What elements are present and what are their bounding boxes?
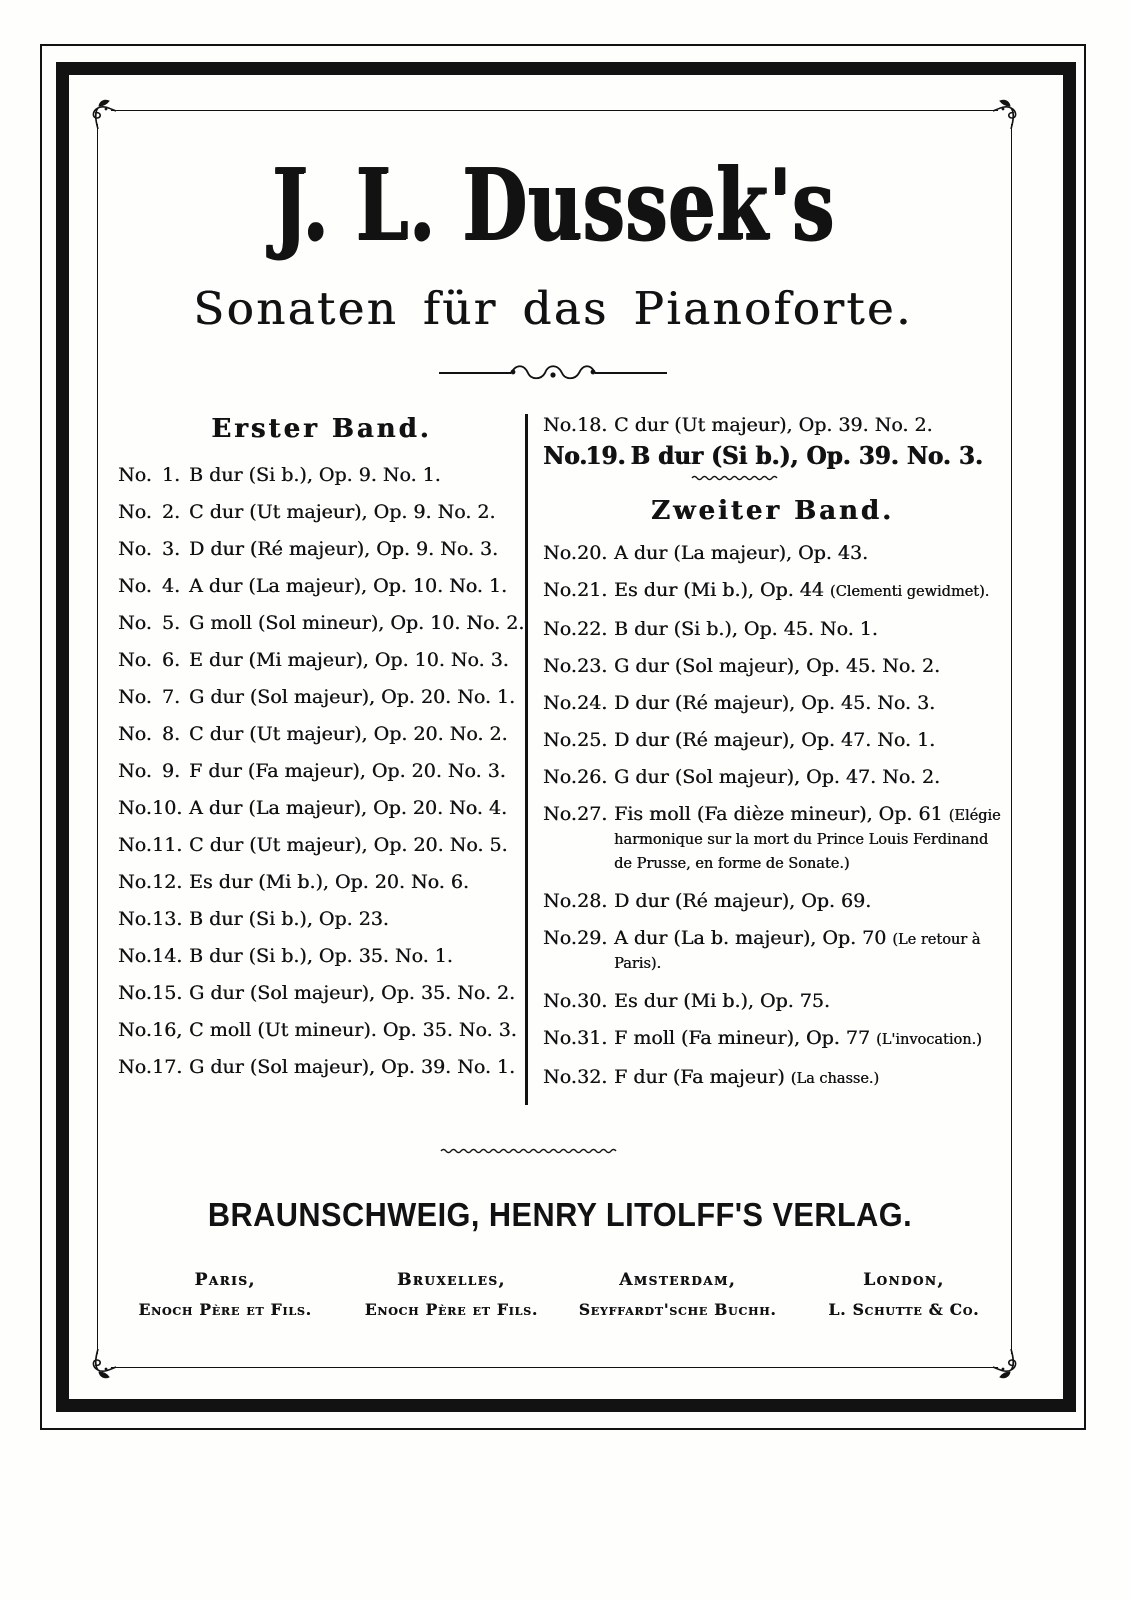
entry-no-label: No. <box>543 692 577 714</box>
scroll-divider-icon <box>437 362 669 384</box>
entry-number: 27. <box>577 803 608 825</box>
entry-number: 18. <box>577 414 608 436</box>
entry-number: 32. <box>577 1066 608 1088</box>
agent-amsterdam <box>565 1270 791 1319</box>
entry-no-label: No. <box>118 797 152 819</box>
entry-no-label: No. <box>543 579 577 601</box>
entry-annotation: (Le retour à Paris). <box>614 932 981 972</box>
wavy-divider-icon <box>440 1146 622 1156</box>
entry-no-label: No. <box>543 1066 577 1088</box>
agents-row <box>112 1270 1017 1319</box>
entry-no-label: No. <box>543 542 577 564</box>
entry-text: B dur (Si b.), Op. 23. <box>189 908 389 930</box>
entry-no-label: No. <box>118 871 152 893</box>
agent-city: Paris, <box>194 1270 256 1290</box>
entry-text: E dur (Mi majeur), Op. 10. No. 3. <box>189 649 509 671</box>
catalog-entry <box>543 890 1002 912</box>
entry-no-label: No. <box>118 575 152 597</box>
entry-number: 26. <box>577 766 608 788</box>
entry-text: A dur (La majeur), Op. 20. No. 4. <box>189 797 507 819</box>
entry-number: 9. <box>161 760 180 782</box>
catalog-entry <box>118 871 525 893</box>
catalog-entry <box>118 945 525 967</box>
agent-name: Seyffardt'sche Buchh. <box>578 1300 777 1319</box>
corner-flourish-icon <box>79 1348 117 1386</box>
entry-text: B dur (Si b.), Op. 39. No. 3. <box>630 441 983 470</box>
agent-name: Enoch Père et Fils. <box>364 1300 539 1319</box>
second-volume-column <box>525 414 1002 1105</box>
entry-no-label: No. <box>543 414 577 436</box>
entry-number: 31. <box>577 1027 608 1049</box>
entry-text: G dur (Sol majeur), Op. 39. No. 1. <box>189 1056 516 1078</box>
catalog-entry <box>543 927 1002 975</box>
entry-text: G dur (Sol majeur), Op. 47. No. 2. <box>614 766 941 788</box>
entry-no-label: No. <box>118 908 152 930</box>
catalog-entry <box>118 612 525 634</box>
entry-number: 21. <box>577 579 608 601</box>
entry-text: Es dur (Mi b.), Op. 44 (Clementi gewidmet). <box>614 579 990 601</box>
entry-number: 10. <box>152 797 183 819</box>
catalog-entry <box>543 579 1002 603</box>
agent-bruxelles <box>338 1270 564 1319</box>
catalog-entry <box>118 1019 525 1041</box>
entry-no-label: No. <box>118 834 152 856</box>
entry-no-label: No. <box>543 618 577 640</box>
corner-flourish-icon <box>79 92 117 130</box>
catalog-entry <box>543 1027 1002 1051</box>
entry-text: C dur (Ut majeur), Op. 20. No. 5. <box>189 834 508 856</box>
entry-number: 20. <box>577 542 608 564</box>
entry-text: A dur (La majeur), Op. 10. No. 1. <box>189 575 507 597</box>
entry-no-label: No. <box>543 441 588 470</box>
entry-no-label: No. <box>543 766 577 788</box>
entry-number: 13. <box>152 908 183 930</box>
entry-text: A dur (La majeur), Op. 43. <box>614 542 869 564</box>
catalog-entry <box>543 766 1002 788</box>
corner-flourish-icon <box>992 1348 1030 1386</box>
entry-number: 23. <box>577 655 608 677</box>
entry-number: 15. <box>152 982 183 1004</box>
entry-no-label: No. <box>543 890 577 912</box>
entry-text: B dur (Si b.), Op. 9. No. 1. <box>189 464 441 486</box>
entry-number: 16, <box>152 1019 183 1041</box>
entry-no-label: No. <box>118 760 152 782</box>
entry-annotation: (L'invocation.) <box>875 1032 982 1048</box>
entry-no-label: No. <box>118 538 152 560</box>
entry-text: A dur (La b. majeur), Op. 70 (Le retour à Paris). <box>614 927 981 972</box>
entry-no-label: No. <box>118 945 152 967</box>
entry-no-label: No. <box>118 464 152 486</box>
agent-city: Amsterdam, <box>619 1270 737 1290</box>
entry-text: G dur (Sol majeur), Op. 45. No. 2. <box>614 655 941 677</box>
second-volume-header: Zweiter Band. <box>650 496 895 526</box>
entry-text: B dur (Si b.), Op. 35. No. 1. <box>189 945 453 967</box>
catalog-entry <box>118 501 525 523</box>
entry-number: 2. <box>161 501 180 523</box>
entry-text: D dur (Ré majeur), Op. 45. No. 3. <box>614 692 936 714</box>
catalog-entry <box>543 990 1002 1012</box>
entry-text: F moll (Fa mineur), Op. 77 (L'invocation.) <box>614 1027 982 1049</box>
entry-no-label: No. <box>118 686 152 708</box>
entry-text: D dur (Ré majeur), Op. 69. <box>614 890 872 912</box>
entry-no-label: No. <box>543 729 577 751</box>
entry-text: F dur (Fa majeur), Op. 20. No. 3. <box>189 760 506 782</box>
entry-no-label: No. <box>118 723 152 745</box>
entry-number: 1. <box>161 464 180 486</box>
catalog-entry <box>543 618 1002 640</box>
catalog-entry <box>118 760 525 782</box>
agent-city: Bruxelles, <box>396 1270 506 1290</box>
catalog-entry <box>118 982 525 1004</box>
entry-text: C dur (Ut majeur), Op. 20. No. 2. <box>189 723 508 745</box>
entry-no-label: No. <box>543 655 577 677</box>
entry-number: 24. <box>577 692 608 714</box>
entry-text: D dur (Ré majeur), Op. 9. No. 3. <box>189 538 499 560</box>
catalog-entry <box>543 542 1002 564</box>
entry-no-label: No. <box>118 982 152 1004</box>
entry-text: F dur (Fa majeur) (La chasse.) <box>614 1066 880 1088</box>
entry-number: 29. <box>577 927 608 949</box>
entry-text: C moll (Ut mineur). Op. 35. No. 3. <box>189 1019 517 1041</box>
catalog-entry <box>118 797 525 819</box>
entry-text: Es dur (Mi b.), Op. 20. No. 6. <box>189 871 469 893</box>
volume-intro-list <box>543 414 1002 483</box>
agent-city: London, <box>863 1270 945 1290</box>
entry-number: 19. <box>585 441 626 470</box>
entry-number: 30. <box>577 990 608 1012</box>
catalog-entry <box>543 803 1002 875</box>
catalog-entry <box>118 908 525 930</box>
second-volume-list <box>543 542 1002 1090</box>
entry-no-label: No. <box>118 1056 152 1078</box>
catalog-entry <box>118 649 525 671</box>
corner-flourish-icon <box>992 92 1030 130</box>
agent-london <box>791 1270 1017 1319</box>
publisher-line: BRAUNSCHWEIG, HENRY LITOLFF'S VERLAG. <box>207 1196 913 1233</box>
entry-no-label: No. <box>118 649 152 671</box>
entry-text: C dur (Ut majeur), Op. 39. No. 2. <box>614 414 933 436</box>
catalog-entry <box>543 729 1002 751</box>
entry-text: G moll (Sol mineur), Op. 10. No. 2. <box>189 612 525 634</box>
page-subtitle: Sonaten für das Pianoforte. <box>193 282 913 335</box>
catalog-entry <box>543 1066 1002 1090</box>
agent-name: Enoch Père et Fils. <box>138 1300 312 1319</box>
catalog-entry <box>118 575 525 597</box>
entry-annotation: (La chasse.) <box>790 1071 880 1087</box>
entry-number: 3. <box>161 538 180 560</box>
first-volume-column <box>118 414 525 1105</box>
entry-no-label: No. <box>543 1027 577 1049</box>
catalog-entry <box>118 538 525 560</box>
entry-number: 6. <box>161 649 180 671</box>
entry-text: G dur (Sol majeur), Op. 20. No. 1. <box>189 686 516 708</box>
entry-number: 14. <box>152 945 183 967</box>
entry-no-label: No. <box>543 927 577 949</box>
entry-no-label: No. <box>118 1019 152 1041</box>
entry-number: 11. <box>152 834 183 856</box>
entry-number: 7. <box>161 686 180 708</box>
entry-no-label: No. <box>543 990 577 1012</box>
first-volume-header: Erster Band. <box>211 414 432 444</box>
first-volume-list <box>118 464 525 1078</box>
entry-number: 28. <box>577 890 608 912</box>
agent-paris <box>112 1270 338 1319</box>
entry-text: B dur (Si b.), Op. 45. No. 1. <box>614 618 878 640</box>
catalog-entry <box>543 692 1002 714</box>
entry-text: C dur (Ut majeur), Op. 9. No. 2. <box>189 501 496 523</box>
entry-no-label: No. <box>118 612 152 634</box>
entry-number: 25. <box>577 729 608 751</box>
entry-text: Es dur (Mi b.), Op. 75. <box>614 990 830 1012</box>
catalog-entry <box>118 834 525 856</box>
entry-text: G dur (Sol majeur), Op. 35. No. 2. <box>189 982 516 1004</box>
catalog-entry <box>543 414 1002 436</box>
entry-number: 12. <box>152 871 183 893</box>
catalog-entry <box>118 464 525 486</box>
entry-number: 4. <box>161 575 180 597</box>
entry-annotation: (Elégie harmonique sur la mort du Prince Louis Ferdinand de Prusse, en forme de Sonate.) <box>614 808 1001 872</box>
sonata-catalog <box>118 414 1002 1105</box>
catalog-entry <box>543 655 1002 677</box>
entry-text: Fis moll (Fa dièze mineur), Op. 61 (Elégie harmonique sur la mort du Prince Louis Ferdinand de Prusse, en forme de Sonate.) <box>614 803 1001 872</box>
catalog-entry <box>543 441 984 471</box>
entry-number: 8. <box>161 723 180 745</box>
entry-number: 17. <box>152 1056 183 1078</box>
catalog-entry <box>118 1056 525 1078</box>
entry-number: 5. <box>161 612 180 634</box>
agent-name: L. Schutte & Co. <box>828 1300 980 1319</box>
entry-annotation: (Clementi gewidmet). <box>829 584 990 600</box>
entry-number: 22. <box>577 618 608 640</box>
entry-no-label: No. <box>118 501 152 523</box>
catalog-entry <box>118 723 525 745</box>
catalog-entry <box>118 686 525 708</box>
wavy-underline-icon <box>691 473 783 483</box>
page-title: J. L. Dussek's <box>271 148 835 263</box>
entry-text: D dur (Ré majeur), Op. 47. No. 1. <box>614 729 936 751</box>
entry-no-label: No. <box>543 803 577 825</box>
